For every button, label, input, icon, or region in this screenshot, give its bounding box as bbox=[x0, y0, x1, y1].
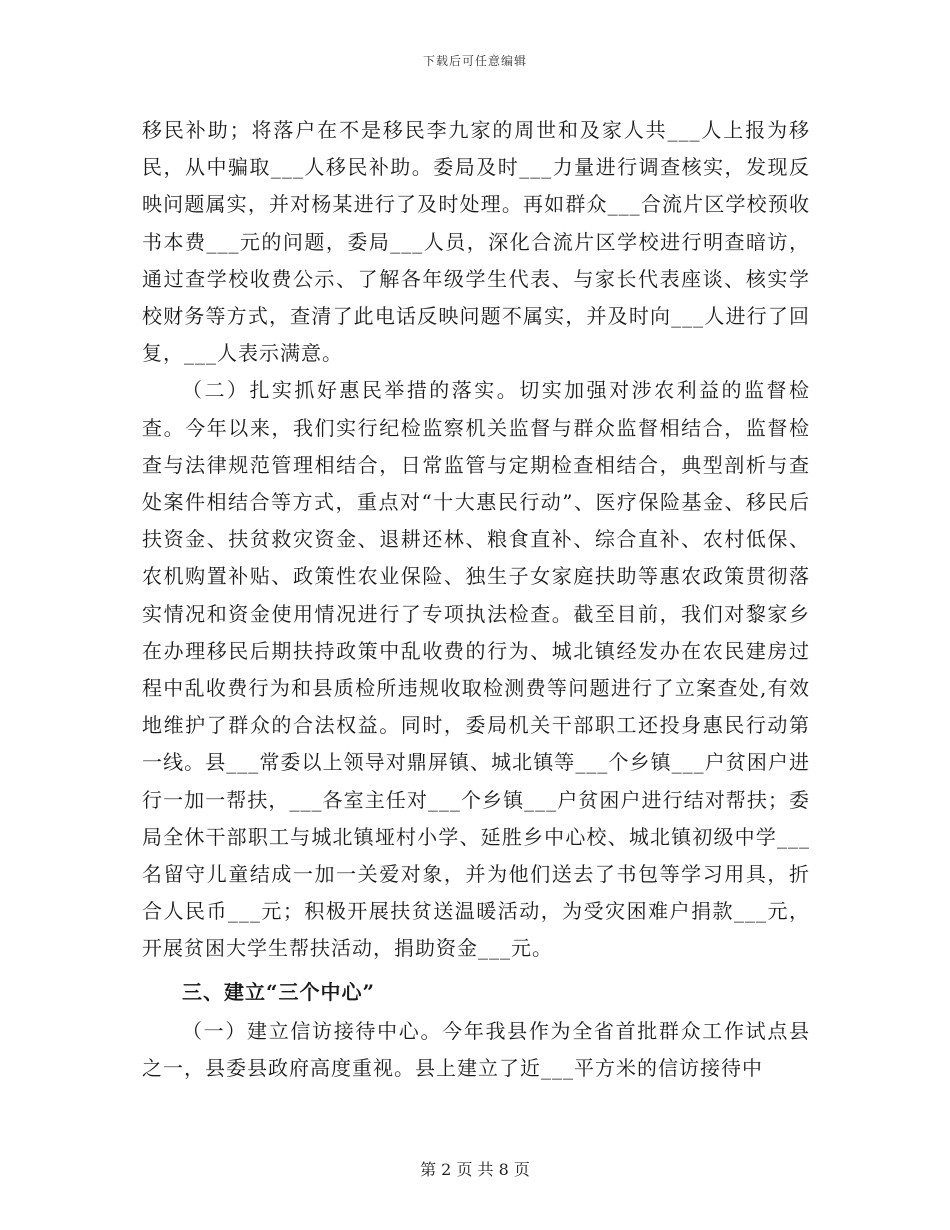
paragraph-subsection-one: （一）建立信访接待中心。今年我县作为全省首批群众工作试点县之一，县委县政府高度重视。县上建立了近___平方米的信访接待中 bbox=[142, 1018, 810, 1081]
paragraph-continuation: 移民补助；将落户在不是移民李九家的周世和及家人共___人上报为移民，从中骗取___人移民补助。委局及时___力量进行调查核实，发现反映问题属实，并对杨某进行了及时处理。再如群众___合流片区学校预收书本费___元的问题，委局___人员，深化合流片区学校进行明查暗访，通过查学校收费公示、了解各年级学生代表、与家长代表座谈、核实学校财务等方式，查清了此电话反映问题不属实，并及时向___人进行了回复，___人表示满意。 bbox=[142, 118, 810, 366]
page-number: 第 2 页 共 8 页 bbox=[420, 1160, 530, 1179]
document-body bbox=[142, 112, 810, 1087]
section-heading: 三、建立“三个中心” bbox=[182, 979, 376, 1004]
page-header-note: 下载后可任意编辑 bbox=[422, 54, 527, 68]
paragraph-subsection-two: （二）扎实抓好惠民举措的落实。切实加强对涉农利益的监督检查。今年以来，我们实行纪检监察机关监督与群众监督相结合，监督检查与法律规范管理相结合，日常监管与定期检查相结合，典型剖析与查处案件相结合等方式，重点对“十大惠民行动”、医疗保险基金、移民后扶资金、扶贫救灾资金、退耕还林、粮食直补、综合直补、农村低保、农机购置补贴、政策性农业保险、独生子女家庭扶助等惠农政策贯彻落实情况和资金使用情况进行了专项执法检查。截至目前，我们对黎家乡在办理移民后期扶持政策中乱收费的行为、城北镇经发办在农民建房过程中乱收费行为和县质检所违规收取检测费等问题进行了立案查处,有效地维护了群众的合法权益。同时，委局机关干部职工还投身惠民行动第一线。县___常委以上领导对鼎屏镇、城北镇等___个乡镇___户贫困户进行一加一帮扶，___各室主任对___个乡镇___户贫困户进行结对帮扶；委局全休干部职工与城北镇垭村小学、延胜乡中心校、城北镇初级中学___名留守儿童结成一加一关爱对象，并为他们送去了书包等学习用具，折合人民币___元；积极开展扶贫送温暖活动，为受灾困难户捐款___元，开展贫困大学生帮扶活动，捐助资金___元。 bbox=[142, 378, 810, 961]
